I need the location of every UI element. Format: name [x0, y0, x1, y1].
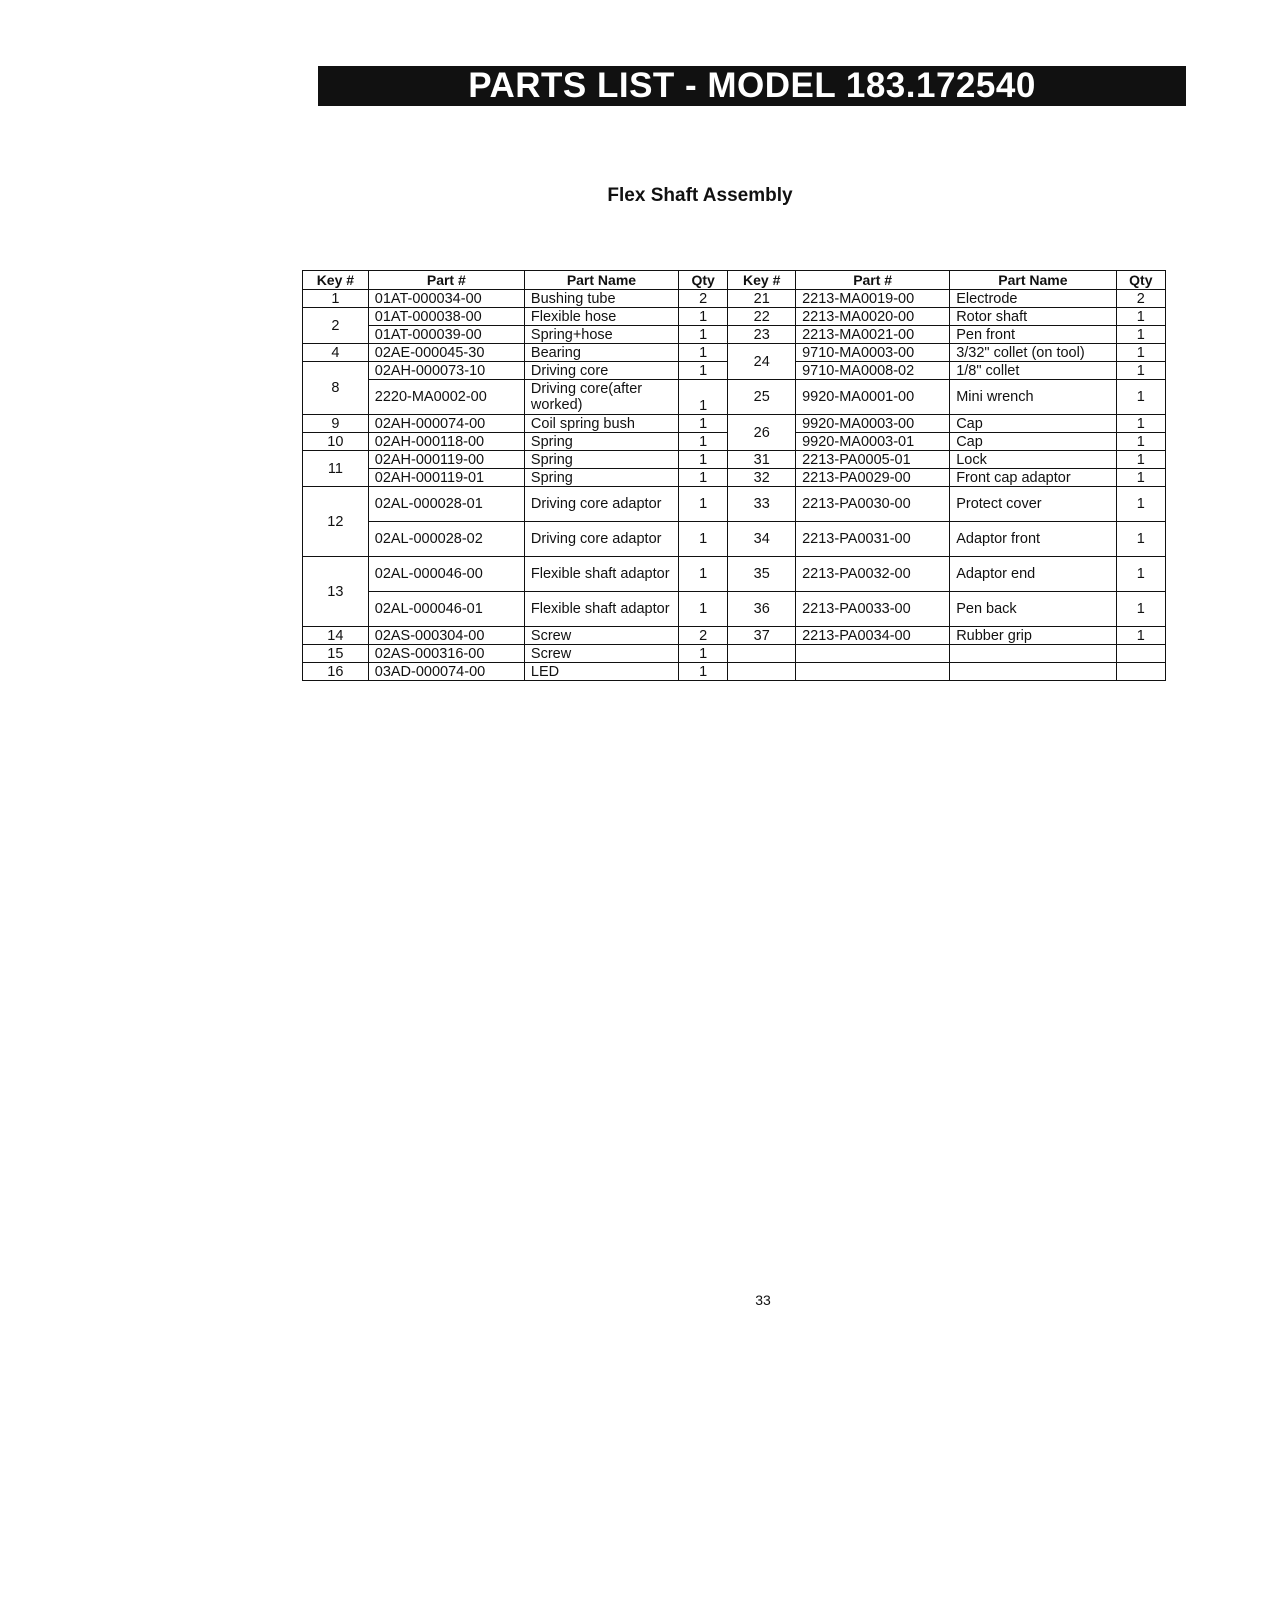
key-cell — [728, 645, 796, 663]
qty-cell: 1 — [1116, 522, 1165, 557]
qty-cell: 1 — [679, 522, 728, 557]
part-name-cell: Pen back — [950, 592, 1116, 627]
part-name-cell: Rubber grip — [950, 627, 1116, 645]
key-cell: 14 — [303, 627, 369, 645]
key-cell — [728, 663, 796, 681]
qty-cell: 1 — [679, 557, 728, 592]
qty-cell: 1 — [679, 663, 728, 681]
part-number-cell: 2213-PA0031-00 — [796, 522, 950, 557]
part-number-cell: 02AE-000045-30 — [368, 344, 524, 362]
section-title: Flex Shaft Assembly — [607, 185, 793, 206]
column-header: Key # — [303, 271, 369, 290]
part-number-cell: 02AS-000316-00 — [368, 645, 524, 663]
part-number-cell: 9920-MA0003-01 — [796, 433, 950, 451]
part-name-cell — [950, 663, 1116, 681]
qty-cell: 1 — [1116, 362, 1165, 380]
key-cell: 31 — [728, 451, 796, 469]
part-name-cell: Flexible shaft adaptor — [524, 557, 678, 592]
key-cell: 9 — [303, 415, 369, 433]
key-cell: 32 — [728, 469, 796, 487]
part-name-cell: Flexible shaft adaptor — [524, 592, 678, 627]
part-name-cell: Screw — [524, 627, 678, 645]
qty-cell: 1 — [1116, 487, 1165, 522]
key-cell: 21 — [728, 290, 796, 308]
key-cell: 36 — [728, 592, 796, 627]
part-name-cell: Spring — [524, 451, 678, 469]
key-cell: 37 — [728, 627, 796, 645]
qty-cell: 1 — [1116, 469, 1165, 487]
qty-cell: 1 — [679, 326, 728, 344]
qty-cell: 1 — [1116, 344, 1165, 362]
part-name-cell: Electrode — [950, 290, 1116, 308]
key-cell: 33 — [728, 487, 796, 522]
table-row — [303, 487, 1166, 522]
part-name-cell: Driving core — [524, 362, 678, 380]
table-header-row — [303, 271, 1166, 290]
key-cell: 13 — [303, 557, 369, 627]
qty-cell: 1 — [1116, 308, 1165, 326]
part-name-cell: 1/8" collet — [950, 362, 1116, 380]
key-cell: 2 — [303, 308, 369, 344]
part-name-cell: Bearing — [524, 344, 678, 362]
table-row — [303, 290, 1166, 308]
column-header: Key # — [728, 271, 796, 290]
qty-cell: 1 — [1116, 380, 1165, 415]
part-number-cell: 2213-PA0032-00 — [796, 557, 950, 592]
key-cell: 25 — [728, 380, 796, 415]
page-number: 33 — [755, 1292, 771, 1308]
part-name-cell: Driving core adaptor — [524, 487, 678, 522]
part-name-cell: Cap — [950, 415, 1116, 433]
key-cell: 23 — [728, 326, 796, 344]
qty-cell: 1 — [679, 362, 728, 380]
table-row — [303, 557, 1166, 592]
table-row — [303, 663, 1166, 681]
qty-cell: 1 — [679, 344, 728, 362]
part-number-cell: 01AT-000034-00 — [368, 290, 524, 308]
column-header: Part Name — [524, 271, 678, 290]
part-number-cell: 02AL-000046-00 — [368, 557, 524, 592]
key-cell: 35 — [728, 557, 796, 592]
table-row — [303, 380, 1166, 415]
part-name-cell: Pen front — [950, 326, 1116, 344]
qty-cell: 1 — [679, 380, 728, 415]
part-number-cell: 2213-MA0020-00 — [796, 308, 950, 326]
qty-cell: 1 — [1116, 433, 1165, 451]
table-row — [303, 308, 1166, 326]
part-name-cell: Spring — [524, 433, 678, 451]
column-header: Qty — [679, 271, 728, 290]
qty-cell: 1 — [679, 308, 728, 326]
part-name-cell: Protect cover — [950, 487, 1116, 522]
part-number-cell: 02AH-000119-01 — [368, 469, 524, 487]
part-number-cell: 02AL-000028-01 — [368, 487, 524, 522]
part-name-cell: Adaptor front — [950, 522, 1116, 557]
table-row — [303, 627, 1166, 645]
part-name-cell: Bushing tube — [524, 290, 678, 308]
table-row — [303, 469, 1166, 487]
part-name-cell: Flexible hose — [524, 308, 678, 326]
part-name-cell: Front cap adaptor — [950, 469, 1116, 487]
column-header: Part Name — [950, 271, 1116, 290]
part-number-cell: 02AH-000119-00 — [368, 451, 524, 469]
part-number-cell: 02AH-000074-00 — [368, 415, 524, 433]
qty-cell: 2 — [679, 627, 728, 645]
part-name-cell: 3/32" collet (on tool) — [950, 344, 1116, 362]
part-number-cell — [796, 645, 950, 663]
qty-cell: 1 — [1116, 326, 1165, 344]
table-row — [303, 522, 1166, 557]
part-name-cell: Coil spring bush — [524, 415, 678, 433]
part-name-cell: Spring — [524, 469, 678, 487]
key-cell: 8 — [303, 362, 369, 415]
part-name-cell: Lock — [950, 451, 1116, 469]
key-cell: 15 — [303, 645, 369, 663]
key-cell: 1 — [303, 290, 369, 308]
table-row — [303, 592, 1166, 627]
qty-cell: 1 — [679, 487, 728, 522]
qty-cell: 2 — [1116, 290, 1165, 308]
part-name-cell — [950, 645, 1116, 663]
part-name-cell: Driving core adaptor — [524, 522, 678, 557]
qty-cell: 1 — [1116, 627, 1165, 645]
column-header: Qty — [1116, 271, 1165, 290]
part-number-cell — [796, 663, 950, 681]
part-number-cell: 2213-PA0005-01 — [796, 451, 950, 469]
parts-table — [302, 270, 1166, 681]
part-number-cell: 9710-MA0003-00 — [796, 344, 950, 362]
key-cell: 12 — [303, 487, 369, 557]
table-row — [303, 645, 1166, 663]
part-number-cell: 03AD-000074-00 — [368, 663, 524, 681]
column-header: Part # — [796, 271, 950, 290]
table-row — [303, 415, 1166, 433]
qty-cell: 1 — [1116, 592, 1165, 627]
part-number-cell: 9710-MA0008-02 — [796, 362, 950, 380]
key-cell: 16 — [303, 663, 369, 681]
part-number-cell: 2213-MA0021-00 — [796, 326, 950, 344]
part-number-cell: 2213-PA0030-00 — [796, 487, 950, 522]
key-cell: 22 — [728, 308, 796, 326]
table-row — [303, 344, 1166, 362]
part-number-cell: 01AT-000039-00 — [368, 326, 524, 344]
part-number-cell: 02AL-000046-01 — [368, 592, 524, 627]
part-name-cell: Screw — [524, 645, 678, 663]
qty-cell: 1 — [1116, 415, 1165, 433]
qty-cell: 1 — [679, 592, 728, 627]
key-cell: 26 — [728, 415, 796, 451]
qty-cell — [1116, 645, 1165, 663]
part-number-cell: 02AH-000118-00 — [368, 433, 524, 451]
part-number-cell: 02AL-000028-02 — [368, 522, 524, 557]
part-name-cell: Mini wrench — [950, 380, 1116, 415]
part-number-cell: 2213-PA0033-00 — [796, 592, 950, 627]
part-number-cell: 2213-MA0019-00 — [796, 290, 950, 308]
part-number-cell: 2220-MA0002-00 — [368, 380, 524, 415]
key-cell: 10 — [303, 433, 369, 451]
part-name-cell: Spring+hose — [524, 326, 678, 344]
part-name-cell: Adaptor end — [950, 557, 1116, 592]
part-name-cell: LED — [524, 663, 678, 681]
part-number-cell: 02AS-000304-00 — [368, 627, 524, 645]
key-cell: 34 — [728, 522, 796, 557]
part-number-cell: 9920-MA0003-00 — [796, 415, 950, 433]
part-number-cell: 9920-MA0001-00 — [796, 380, 950, 415]
part-name-cell: Rotor shaft — [950, 308, 1116, 326]
parts-list-banner: PARTS LIST - MODEL 183.172540 — [318, 66, 1186, 106]
part-number-cell: 01AT-000038-00 — [368, 308, 524, 326]
key-cell: 11 — [303, 451, 369, 487]
qty-cell: 1 — [679, 469, 728, 487]
key-cell: 24 — [728, 344, 796, 380]
qty-cell: 1 — [1116, 451, 1165, 469]
qty-cell: 1 — [679, 451, 728, 469]
qty-cell: 2 — [679, 290, 728, 308]
qty-cell: 1 — [1116, 557, 1165, 592]
qty-cell: 1 — [679, 415, 728, 433]
part-number-cell: 02AH-000073-10 — [368, 362, 524, 380]
qty-cell — [1116, 663, 1165, 681]
part-number-cell: 2213-PA0034-00 — [796, 627, 950, 645]
part-name-cell: Cap — [950, 433, 1116, 451]
qty-cell: 1 — [679, 433, 728, 451]
part-name-cell: Driving core(after worked) — [524, 380, 678, 415]
qty-cell: 1 — [679, 645, 728, 663]
part-number-cell: 2213-PA0029-00 — [796, 469, 950, 487]
column-header: Part # — [368, 271, 524, 290]
table-row — [303, 326, 1166, 344]
table-row — [303, 451, 1166, 469]
key-cell: 4 — [303, 344, 369, 362]
